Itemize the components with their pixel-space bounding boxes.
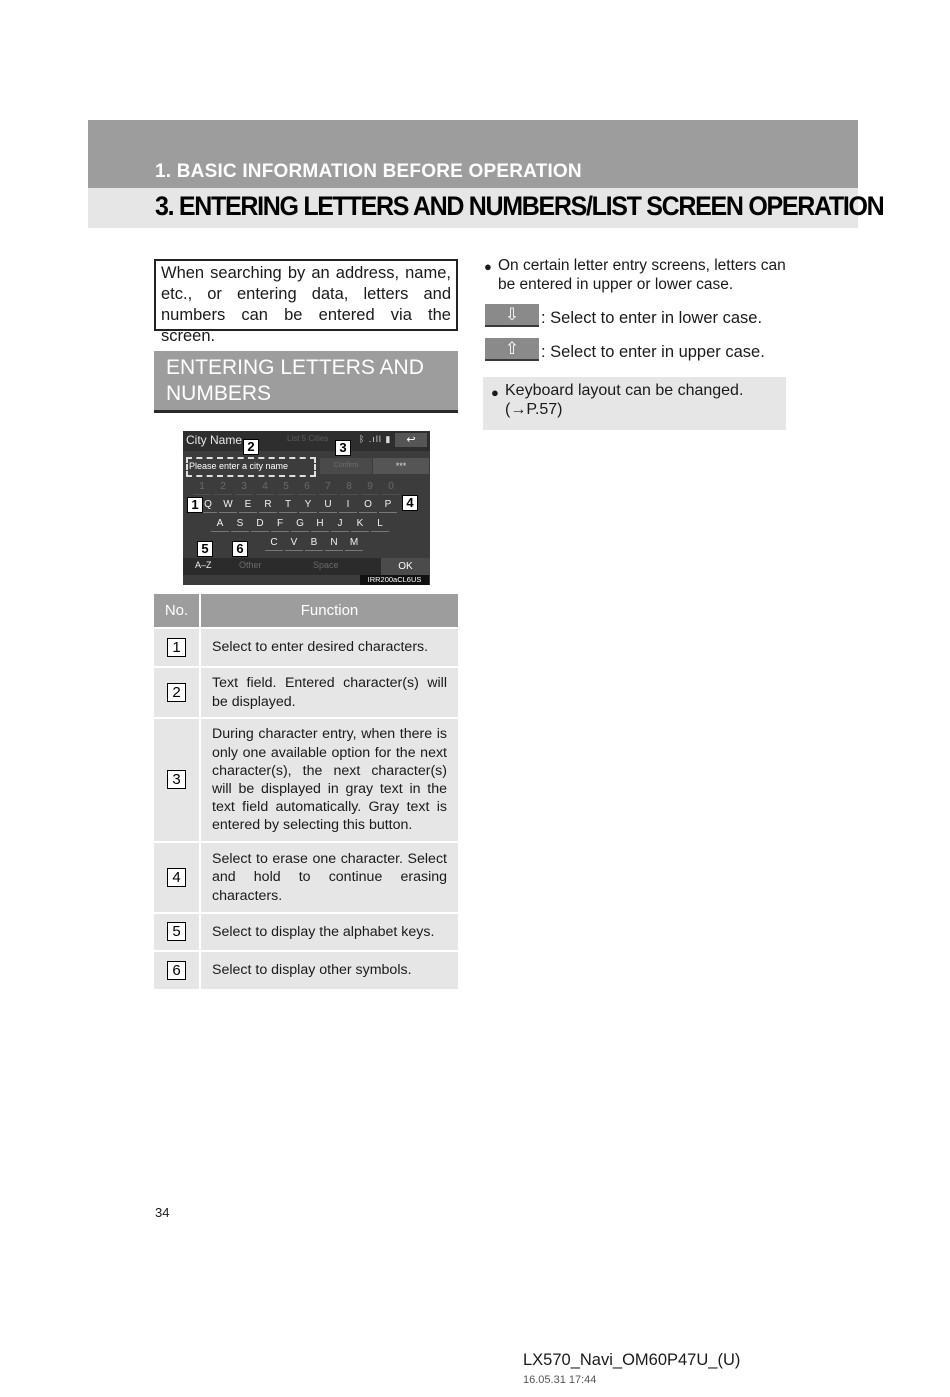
callout-3: 3 (335, 440, 351, 456)
confirm-button: Confirm (320, 458, 372, 474)
letter-key: W (219, 497, 237, 513)
number-key: 8 (340, 479, 358, 495)
number-key: 3 (235, 479, 253, 495)
page-number: 34 (155, 1205, 170, 1220)
screen-list-label: List 5 Cities (287, 434, 329, 443)
ok-button: OK (381, 558, 430, 575)
note-box (483, 377, 786, 430)
letter-key: G (291, 516, 309, 532)
number-key: 0 (382, 479, 400, 495)
callout-4: 4 (402, 495, 418, 511)
letter-key: B (305, 535, 323, 551)
row-number: 5 (167, 922, 186, 941)
letter-key: V (285, 535, 303, 551)
space-key: Space (313, 560, 339, 570)
letter-key: R (259, 497, 277, 513)
table-row (154, 667, 458, 718)
letter-key: L (371, 516, 389, 532)
row-number: 3 (167, 770, 186, 789)
number-key: 7 (319, 479, 337, 495)
bullet-icon: ● (491, 385, 499, 400)
chapter-title: 1. BASIC INFORMATION BEFORE OPERATION (155, 161, 582, 182)
number-key: 2 (214, 479, 232, 495)
row-description: During character entry, when there is only one available option for the next character(s), the next character(s) will be displayed in gray text in the text field automatically. Gray text is entered by selecting this button. (200, 718, 458, 842)
number-key: 4 (256, 479, 274, 495)
letter-key: N (325, 535, 343, 551)
letter-key: D (251, 516, 269, 532)
table-header-row (154, 594, 458, 628)
upper-case-text: : Select to enter in upper case. (541, 343, 765, 361)
number-key: 1 (193, 479, 211, 495)
callout-1: 1 (187, 497, 203, 513)
letter-key: Y (299, 497, 317, 513)
intro-box: When searching by an address, name, etc., or entering data, letters and numbers can be entered via the screen. (154, 259, 458, 331)
number-key: 6 (298, 479, 316, 495)
header-function: Function (200, 594, 458, 628)
letter-key: F (271, 516, 289, 532)
callout-5: 5 (197, 541, 213, 557)
case-bullet-text: On certain letter entry screens, letters can be entered in upper or lower case. (498, 257, 786, 293)
back-icon: ↩ (395, 433, 427, 447)
table-row (154, 842, 458, 913)
row-number: 4 (167, 868, 186, 887)
keyboard-screen-image (183, 431, 430, 585)
letter-key: I (339, 497, 357, 513)
bullet-icon: ● (484, 259, 492, 274)
other-tab: Other (239, 560, 262, 570)
number-key: 5 (277, 479, 295, 495)
row-description: Select to display the alphabet keys. (200, 913, 458, 951)
callout-2: 2 (243, 439, 259, 455)
letter-key: U (319, 497, 337, 513)
row-description: Select to enter desired characters. (200, 628, 458, 667)
lower-case-arrow-icon: ⇩ (485, 304, 539, 327)
row-number: 2 (167, 683, 186, 702)
sub-heading: ENTERING LETTERS AND NUMBERS (154, 351, 458, 413)
screen-title: City Name (186, 433, 243, 447)
status-icons: ᛒ .ıll ▮ (359, 434, 392, 444)
letter-key: O (359, 497, 377, 513)
row-description: Text field. Entered character(s) will be displayed. (200, 667, 458, 718)
image-code: IRR200aCL6US (360, 575, 429, 585)
letter-key: T (279, 497, 297, 513)
row-description: Select to erase one character. Select and hold to continue erasing characters. (200, 842, 458, 913)
az-tab: A–Z (195, 560, 212, 570)
section-title: 3. ENTERING LETTERS AND NUMBERS/LIST SCREEN OPERATION (155, 191, 884, 222)
letter-key: E (239, 497, 257, 513)
letter-key: Q (199, 497, 217, 513)
letter-key: J (331, 516, 349, 532)
callout-6: 6 (232, 541, 248, 557)
letter-key: K (351, 516, 369, 532)
text-field-placeholder: Please enter a city name (189, 461, 289, 471)
letter-key: P (379, 497, 397, 513)
function-table (154, 594, 458, 989)
letter-key: M (345, 535, 363, 551)
row-number: 1 (167, 638, 186, 657)
letter-key: H (311, 516, 329, 532)
lower-case-text: : Select to enter in lower case. (541, 309, 763, 327)
stars-display: *** (373, 458, 429, 474)
table-row (154, 913, 458, 951)
document-id: LX570_Navi_OM60P47U_(U) (523, 1351, 741, 1369)
letter-key: A (211, 516, 229, 532)
row-number: 6 (167, 961, 186, 980)
note-line-2: (→P.57) (505, 401, 563, 418)
table-row (154, 951, 458, 989)
case-bullet (484, 256, 789, 294)
number-key: 9 (361, 479, 379, 495)
header-no: No. (154, 594, 200, 628)
table-row (154, 718, 458, 842)
table-row (154, 628, 458, 667)
row-description: Select to display other symbols. (200, 951, 458, 989)
note-line-1: Keyboard layout can be changed. (505, 382, 744, 399)
document-date: 16.05.31 17:44 (523, 1374, 597, 1386)
upper-case-arrow-icon: ⇧ (485, 338, 539, 361)
letter-key: S (231, 516, 249, 532)
letter-key: C (265, 535, 283, 551)
